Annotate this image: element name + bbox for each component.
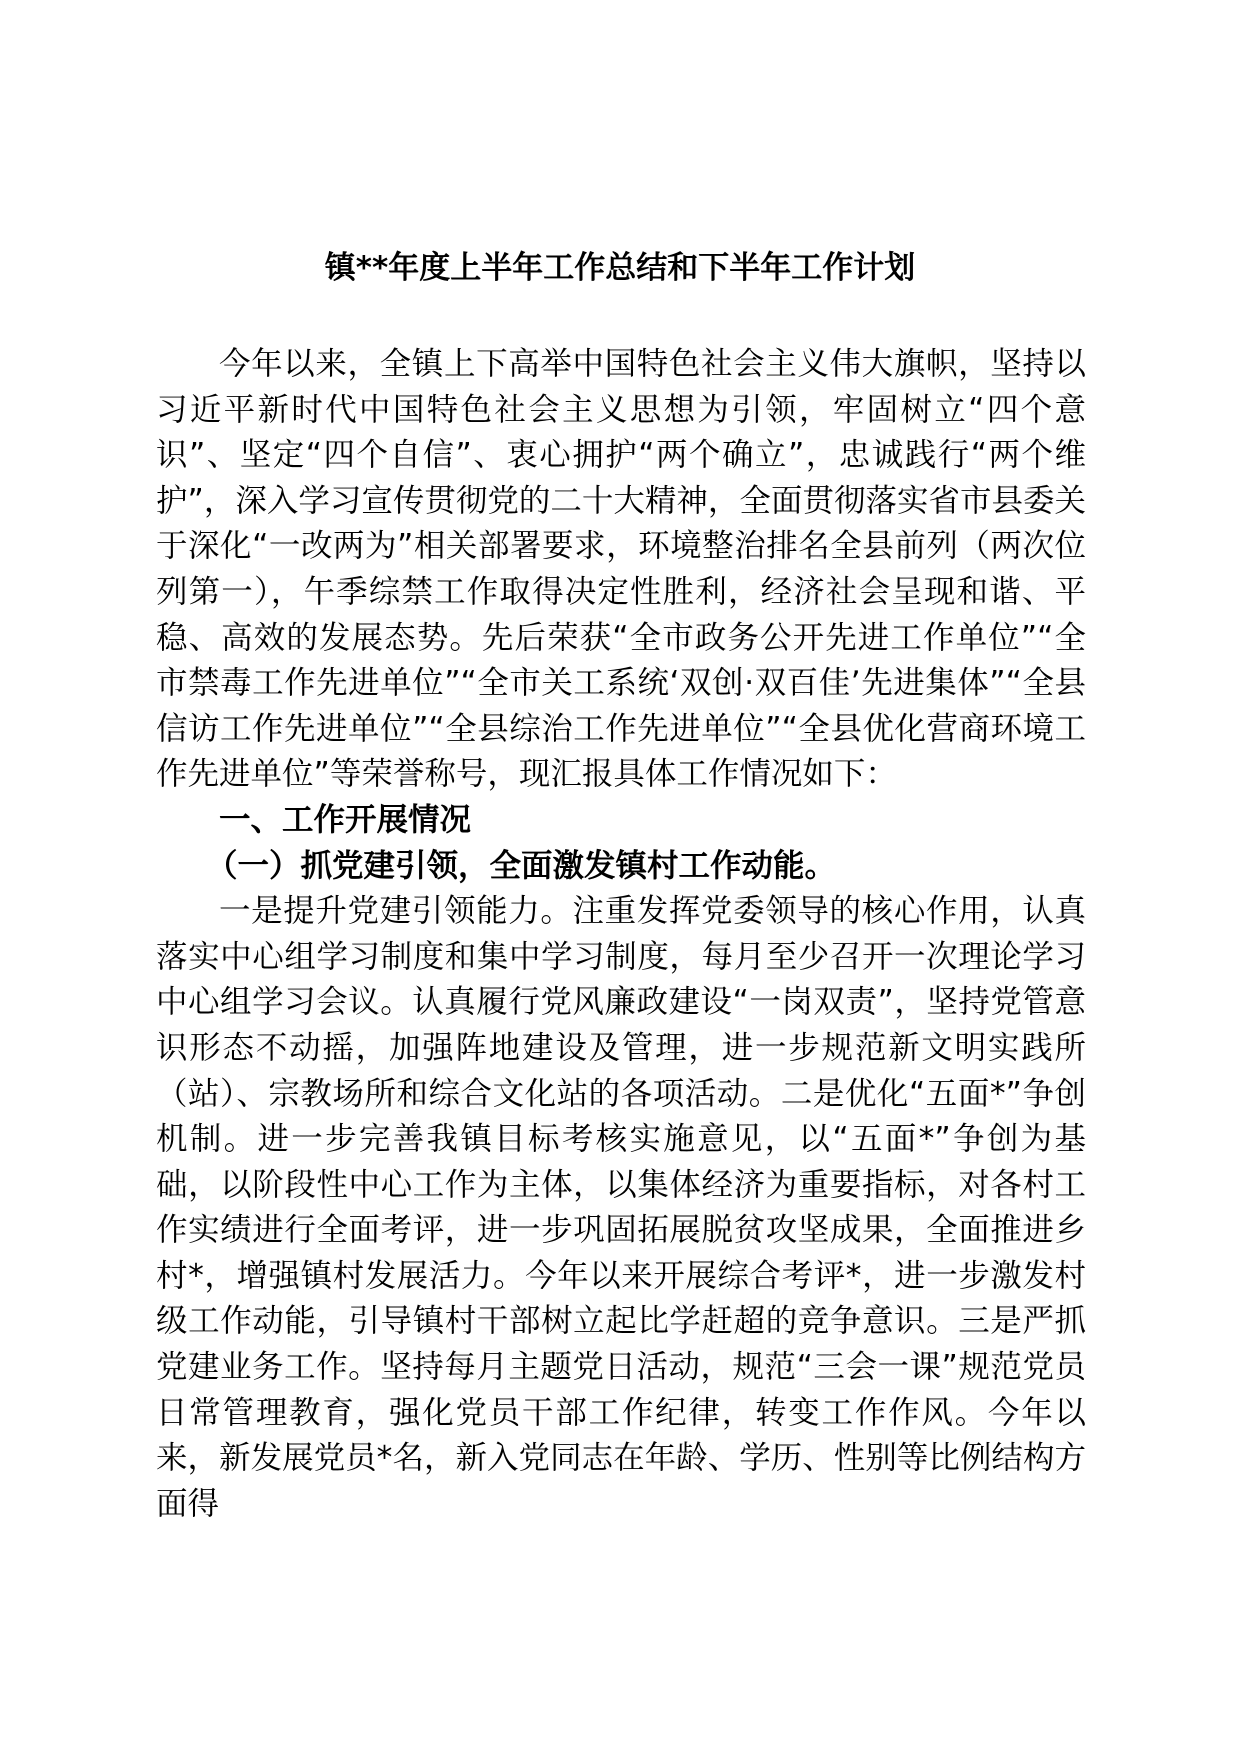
document-body [156, 342, 1086, 1527]
intro-paragraph: 今年以来，全镇上下高举中国特色社会主义伟大旗帜，坚持以习近平新时代中国特色社会主义思想为引领，牢固树立“四个意识”、坚定“四个自信”、衷心拥护“两个确立”，忠诚践行“两个维护”，深入学习宣传贯彻党的二十大精神，全面贯彻落实省市县委关于深化“一改两为”相关部署要求，环境整治排名全县前列（两次位列第一），午季综禁工作取得决定性胜利，经济社会呈现和谐、平稳、高效的发展态势。先后荣获“全市政务公开先进工作单位”“全市禁毒工作先进单位”“全市关工系统‘双创·双百佳’先进集体”“全县信访工作先进单位”“全县综治工作先进单位”“全县优化营商环境工作先进单位”等荣誉称号，现汇报具体工作情况如下： [156, 346, 1086, 793]
document-title: 镇**年度上半年工作总结和下半年工作计划 [324, 250, 916, 286]
subsection-heading-party-building: （一）抓党建引领，全面激发镇村工作动能。 [206, 847, 837, 884]
section-heading-work-progress: 一、工作开展情况 [219, 801, 472, 838]
party-building-paragraph: 一是提升党建引领能力。注重发挥党委领导的核心作用，认真落实中心组学习制度和集中学习制度，每月至少召开一次理论学习中心组学习会议。认真履行党风廉政建设“一岗双责”，坚持党管意识形态不动摇，加强阵地建设及管理，进一步规范新文明实践所（站）、宗教场所和综合文化站的各项活动。二是优化“五面*”争创机制。进一步完善我镇目标考核实施意见，以“五面*”争创为基础，以阶段性中心工作为主体，以集体经济为重要指标，对各村工作实绩进行全面考评，进一步巩固拓展脱贫攻坚成果，全面推进乡村*，增强镇村发展活力。今年以来开展综合考评*，进一步激发村级工作动能，引导镇村干部树立起比学赶超的竞争意识。三是严抓党建业务工作。坚持每月主题党日活动，规范“三会一课”规范党员日常管理教育，强化党员干部工作纪律，转变工作作风。今年以来，新发展党员*名，新入党同志在年龄、学历、性别等比例结构方面得 [156, 893, 1086, 1522]
